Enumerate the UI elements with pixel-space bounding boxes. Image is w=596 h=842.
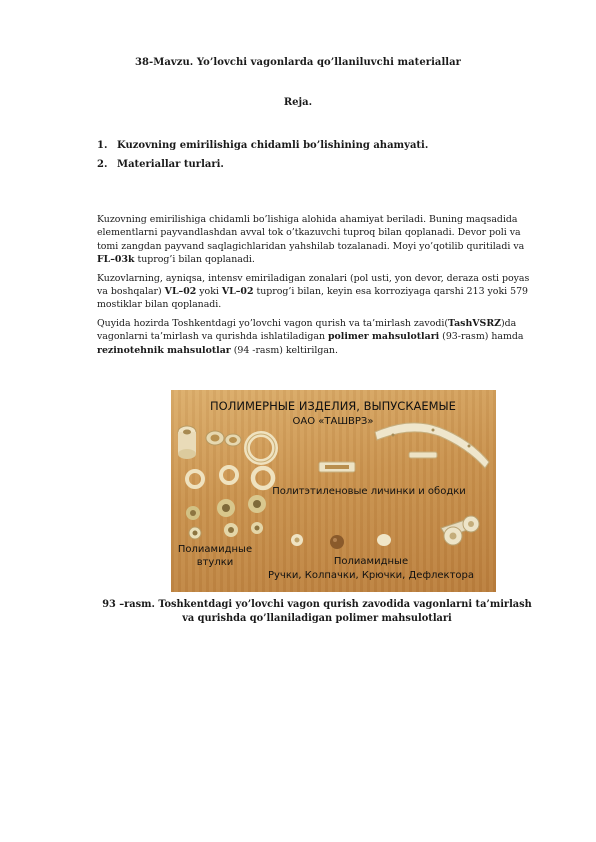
plan-item-number: 1. xyxy=(97,140,108,151)
paragraph-text: tuprog’i bilan qoplanadi. xyxy=(134,254,255,266)
plan-heading: Reja. xyxy=(283,97,313,108)
photo-header-line2: ОАО «ТАШВРЗ» xyxy=(292,416,374,427)
primer-name: VL–02 xyxy=(164,286,197,298)
paragraph-products xyxy=(97,317,537,357)
paragraph-text: tuprog’i bilan, keyin esa korroziyaga qarshi 213 yoki 579 mostiklar bilan qoplanadi. xyxy=(97,286,529,311)
paragraph-text: Kuzovning emirilishiga chidamli bo’lishiga alohida ahamiyat beriladi. Buning maqsadida elementlarni payvandlashdan avval tok o’tkazuvchi tuproq bilan qoplanadi. Devor poli va tomi zangdan payvand saqlagichlaridan yahshilab tozalanadi. Moyi yo’qotilib quritiladi va xyxy=(97,214,525,252)
plan-item-number: 2. xyxy=(97,159,108,170)
photo-label-polyethylene: Политэтиленовые личинки и ободки xyxy=(272,486,466,497)
primer-name: FL–03k xyxy=(97,254,135,266)
polymer-products-term: polimer mahsulotlari xyxy=(327,331,440,343)
plan-item xyxy=(97,136,428,155)
polymer-products-photo xyxy=(171,390,496,592)
plan-item-text: Kuzovning emirilishiga chidamli bo’lishining ahamyati. xyxy=(117,140,429,151)
paragraph-text: (94 -rasm) keltirilgan. xyxy=(230,344,338,356)
photo-label-bushings-line1: Полиамидные xyxy=(177,544,253,555)
page-title: 38-Mavzu. Yo’lovchi vagonlarda qo’llaniluvchi materiallar xyxy=(135,57,461,68)
plan-item xyxy=(97,155,428,174)
polyamide-handles-group xyxy=(291,516,479,549)
plan-item-text: Materiallar turlari. xyxy=(117,159,224,170)
photo-header-line1: ПОЛИМЕРНЫЕ ИЗДЕЛИЯ, ВЫПУСКАЕМЫЕ xyxy=(210,399,456,413)
plant-name: TashVSRZ xyxy=(448,317,501,329)
paragraph-text: Quyida hozirda Toshkentdagi yo’lovchi vagon qurish va ta’mirlash zavodi( xyxy=(97,317,449,329)
photo-label-handles-line1: Полиамидные xyxy=(333,556,409,567)
paragraph-text: )da vagonlarni ta’mirlash va qurishda ishlatiladigan xyxy=(97,317,517,343)
paragraph-corrosion xyxy=(97,213,537,267)
photo-label-bushings-line2: втулки xyxy=(196,557,234,568)
polyethylene-parts-group xyxy=(319,423,489,472)
figure-caption: 93 –rasm. Toshkentdagi yo’lovchi vagon qurish zavodida vagonlarni ta’mirlash va qurishda qo’llaniladigan polimer mahsulotlari xyxy=(102,599,532,624)
paragraph-text: (93-rasm) hamda xyxy=(439,331,524,343)
plan-list xyxy=(97,136,428,174)
paragraph-text: Kuzovlarning, ayniqsa, intensv emiriladigan zonalari (pol usti, yon devor, deraza osti poyas va boshqalar) xyxy=(97,272,530,298)
primer-name: VL–02 xyxy=(221,286,254,298)
polyamide-bushings-group xyxy=(178,426,275,539)
body-text xyxy=(97,213,537,362)
rubber-products-term: rezinotehnik mahsulotlar xyxy=(97,344,231,356)
paragraph-text: yoki xyxy=(196,286,222,298)
photo-label-handles-line2: Ручки, Колпачки, Крючки, Дефлектора xyxy=(267,570,475,581)
paragraph-zones xyxy=(97,272,537,312)
